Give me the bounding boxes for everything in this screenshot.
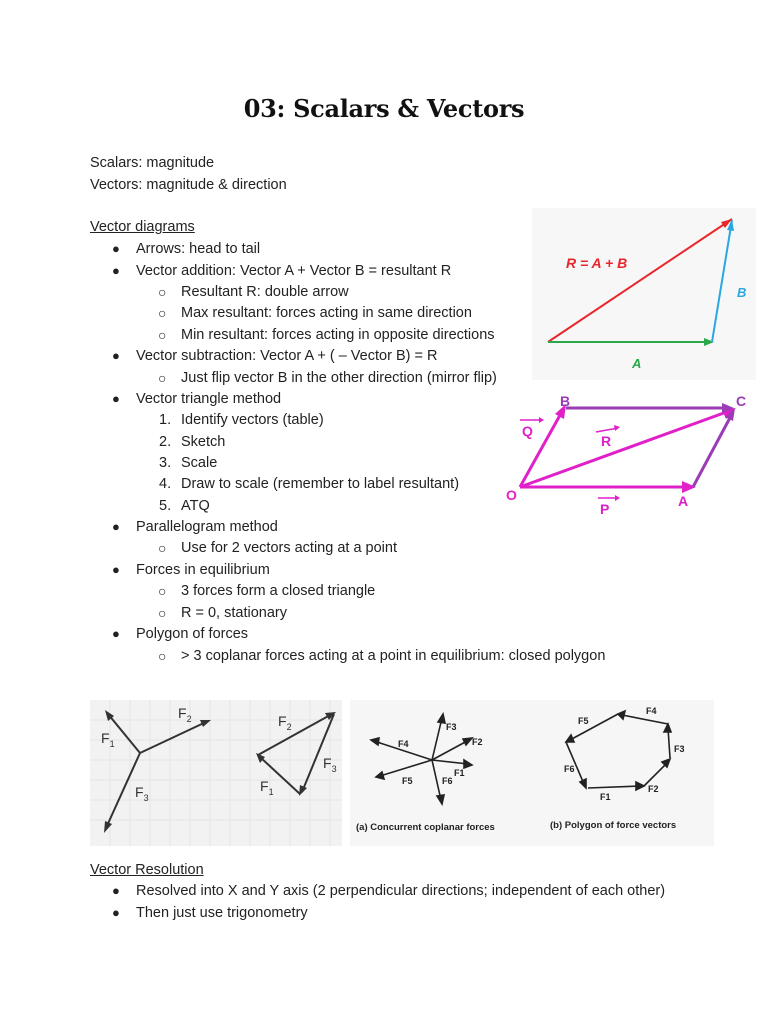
coplanar-forces-figure xyxy=(350,700,714,846)
vector-q-label: Q xyxy=(522,423,533,439)
point-o-label: O xyxy=(506,487,517,503)
list-item: ● Arrows: head to tail xyxy=(136,240,260,258)
polygon-force-label: F1 xyxy=(600,792,611,802)
vector-diagrams-heading: Vector diagrams xyxy=(90,219,195,235)
figure-background xyxy=(532,208,756,380)
list-item: ● Parallelogram method xyxy=(136,518,278,536)
force-label: F1 xyxy=(454,768,465,778)
numbered-item: 1. Identify vectors (table) xyxy=(159,412,324,428)
list-item: ● Polygon of forces xyxy=(136,625,248,643)
list-item: ● Vector addition: Vector A + Vector B = resultant R xyxy=(136,262,451,280)
force-label: F6 xyxy=(442,776,453,786)
list-item: ● Then just use trigonometry xyxy=(136,904,308,922)
caption-a: (a) Concurrent coplanar forces xyxy=(356,822,495,833)
list-item: ● Resolved into X and Y axis (2 perpendicular directions; independent of each other) xyxy=(136,882,665,900)
list-item: ● Forces in equilibrium xyxy=(136,561,270,579)
parallelogram-figure xyxy=(500,388,756,520)
sub-list-item: ○ R = 0, stationary xyxy=(181,604,287,622)
forces-equilibrium-figure xyxy=(90,700,342,846)
sub-list-item: ○ Resultant R: double arrow xyxy=(181,283,349,301)
numbered-item: 2. Sketch xyxy=(159,434,226,450)
sub-list-item: ○ > 3 coplanar forces acting at a point in equilibrium: closed polygon xyxy=(181,647,605,665)
polygon-force-label: F5 xyxy=(578,716,589,726)
numbered-item: 3. Scale xyxy=(159,455,218,471)
vectors-definition: Vectors: magnitude & direction xyxy=(90,177,287,193)
vector-p-label: P xyxy=(600,501,610,517)
point-c-label: C xyxy=(736,393,747,409)
triangle-f1-label: $F_1$ xyxy=(260,778,274,797)
arrowhead xyxy=(539,417,544,423)
arrowhead xyxy=(614,425,620,431)
f2-label: $F_2$ xyxy=(178,705,192,724)
polygon-force-label: F6 xyxy=(564,764,575,774)
polygon-force-label: F3 xyxy=(674,744,685,754)
triangle-f2-label: $F_2$ xyxy=(278,713,292,732)
caption-b: (b) Polygon of force vectors xyxy=(550,820,677,831)
force-label: F5 xyxy=(402,776,413,786)
sub-list-item: ○ 3 forces form a closed triangle xyxy=(181,582,375,600)
numbered-item: 5. ATQ xyxy=(159,498,210,514)
vector-addition-triangle-figure xyxy=(532,208,756,380)
f1-label: $F_1$ xyxy=(101,730,115,749)
side-ac xyxy=(693,414,732,487)
vector-r-label: R xyxy=(601,433,612,449)
label-a: A xyxy=(632,356,642,371)
vector-resolution-heading: Vector Resolution xyxy=(90,862,204,878)
list-item: ● Vector triangle method xyxy=(136,390,281,408)
label-b: B xyxy=(737,285,747,300)
point-b-label: B xyxy=(560,393,571,409)
force-label: F3 xyxy=(446,722,457,732)
polygon-force-label: F4 xyxy=(646,706,657,716)
f3-label: $F_3$ xyxy=(135,784,149,803)
force-label: F4 xyxy=(398,739,409,749)
force-label: F2 xyxy=(472,737,483,747)
equation-label: R = A + B xyxy=(566,255,628,271)
triangle-f3-label: $F_3$ xyxy=(323,755,337,774)
figure-background xyxy=(90,700,342,846)
sub-list-item: ○ Max resultant: forces acting in same direction xyxy=(181,304,472,322)
polygon-force-label: F2 xyxy=(648,784,659,794)
list-item: ● Vector subtraction: Vector A + ( – Vector B) = R xyxy=(136,347,437,365)
scalars-definition: Scalars: magnitude xyxy=(90,155,215,171)
sub-list-item: ○ Use for 2 vectors acting at a point xyxy=(181,539,397,557)
sub-list-item: ○ Just flip vector B in the other direction (mirror flip) xyxy=(181,369,497,387)
arrowhead xyxy=(615,495,620,501)
numbered-item: 4. Draw to scale (remember to label resultant) xyxy=(159,476,460,492)
page-title: 03: Scalars & Vectors xyxy=(243,94,525,123)
point-a-label: A xyxy=(678,493,689,509)
sub-list-item: ○ Min resultant: forces acting in opposite directions xyxy=(181,326,495,344)
